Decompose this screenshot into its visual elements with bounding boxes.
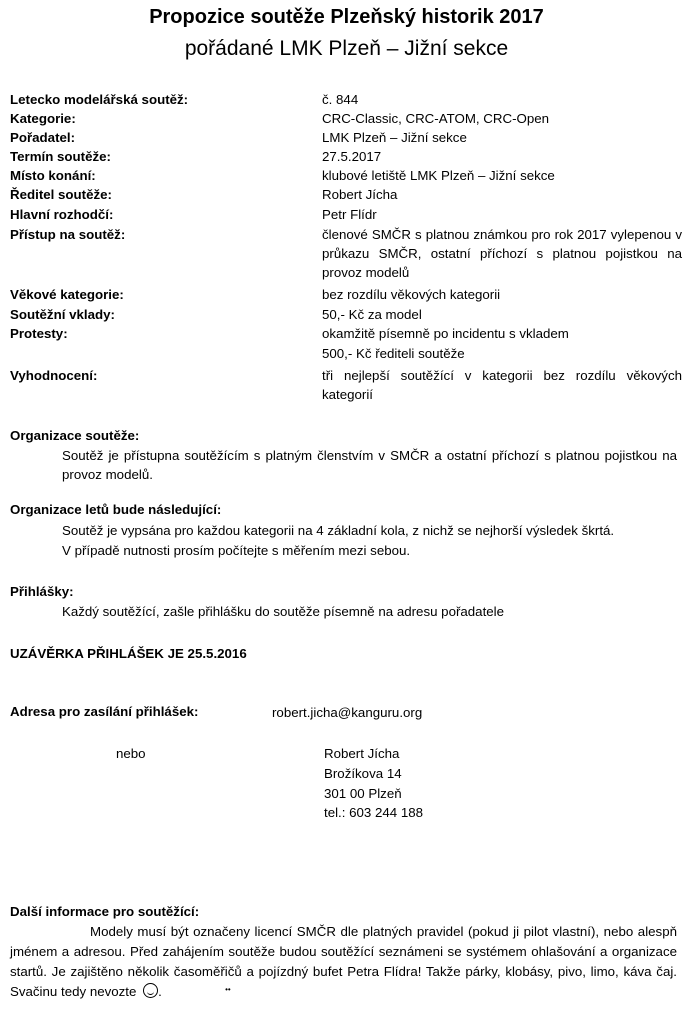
section-heading: Přihlášky: [10,584,74,599]
field-value: 27.5.2017 [322,149,382,164]
field-value: 50,- Kč za model [322,307,422,322]
field-label: Letecko modelářská soutěž: [10,92,189,107]
address-street: Brožíkova 14 [324,766,402,781]
field-label: Pořadatel: [10,130,76,145]
section-paragraph: Soutěž je přístupna soutěžícím s platným členstvím v SMČR a ostatní příchozí s platnou pojistkou na provoz modelů. [62,448,677,482]
field-value: Petr Flídr [322,207,377,222]
smiley-icon [143,983,158,998]
field-value: bez rozdílu věkových kategorii [322,287,501,302]
page-subtitle: pořádané LMK Plzeň – Jižní sekce [184,37,509,60]
section-heading: Organizace soutěže: [10,428,140,443]
field-label: Protesty: [10,326,68,341]
address-name: Robert Jícha [324,746,400,761]
info-text: Modely musí být označeny licencí SMČR dle platných pravidel (pokud ji pilot vlastní), nebo alespň jménem a adresou. Před zahájením soutěže budou soutěžící seznámeni se systémem ohlašování a organizace startů. Je zajištěno několik časoměřičů a pojízdný bufet Petra Flídra! Takže párky, klobásy, pivo, limo, káva čaj. Svačinu tedy nevozte [10,924,677,999]
field-value: okamžitě písemně po incidentu s vkladem [322,326,569,341]
page-title: Propozice soutěže Plzeňský historik 2017 [149,6,544,28]
field-value: CRC-Classic, CRC-ATOM, CRC-Open [322,111,550,126]
alternative-label: nebo [116,746,146,761]
section-paragraph: Každý soutěžící, zašle přihlášku do soutěže písemně na adresu pořadatele [62,604,505,619]
field-value: 500,- Kč řediteli soutěže [322,346,465,361]
field-label: Místo konání: [10,168,96,183]
section-paragraph [10,922,677,1002]
field-label: Kategorie: [10,111,76,126]
field-value: členové SMČR s platnou známkou pro rok 2017 vylepenou v průkazu SMČR, ostatní příchozí s platnou pojistkou na provoz modelů [322,227,682,280]
field-value: LMK Plzeň – Jižní sekce [322,130,467,145]
address-phone: tel.: 603 244 188 [324,805,424,820]
field-label: Hlavní rozhodčí: [10,207,114,222]
deadline-notice: UZÁVĚRKA PŘIHLÁŠEK JE 25.5.2016 [10,646,247,661]
email-address: robert.jicha@kanguru.org [272,705,423,720]
section-heading: Organizace letů bude následující: [10,502,222,517]
field-value: klubové letiště LMK Plzeň – Jižní sekce [322,168,555,183]
field-label: Vyhodnocení: [10,368,98,383]
section-paragraph: Soutěž je vypsána pro každou kategorii na 4 základní kola, z nichž se nejhorší výsledek škrtá. [62,523,615,538]
section-paragraph: V případě nutnosti prosím počítejte s měřením mezi sebou. [62,543,411,558]
field-label: Věkové kategorie: [10,287,124,302]
field-label: Ředitel soutěže: [10,187,112,202]
info-end: . [158,984,162,999]
address-city: 301 00 Plzeň [324,786,402,801]
section-heading: Další informace pro soutěžící: [10,904,200,919]
field-value: tři nejlepší soutěžící v kategorii bez rozdílu věkových kategorií [322,368,682,402]
section-heading: Adresa pro zasílání přihlášek: [10,704,199,719]
field-label: Soutěžní vklady: [10,307,115,322]
field-label: Přístup na soutěž: [10,227,126,242]
field-value: č. 844 [322,92,359,107]
field-value: Robert Jícha [322,187,398,202]
field-label: Termín soutěže: [10,149,111,164]
